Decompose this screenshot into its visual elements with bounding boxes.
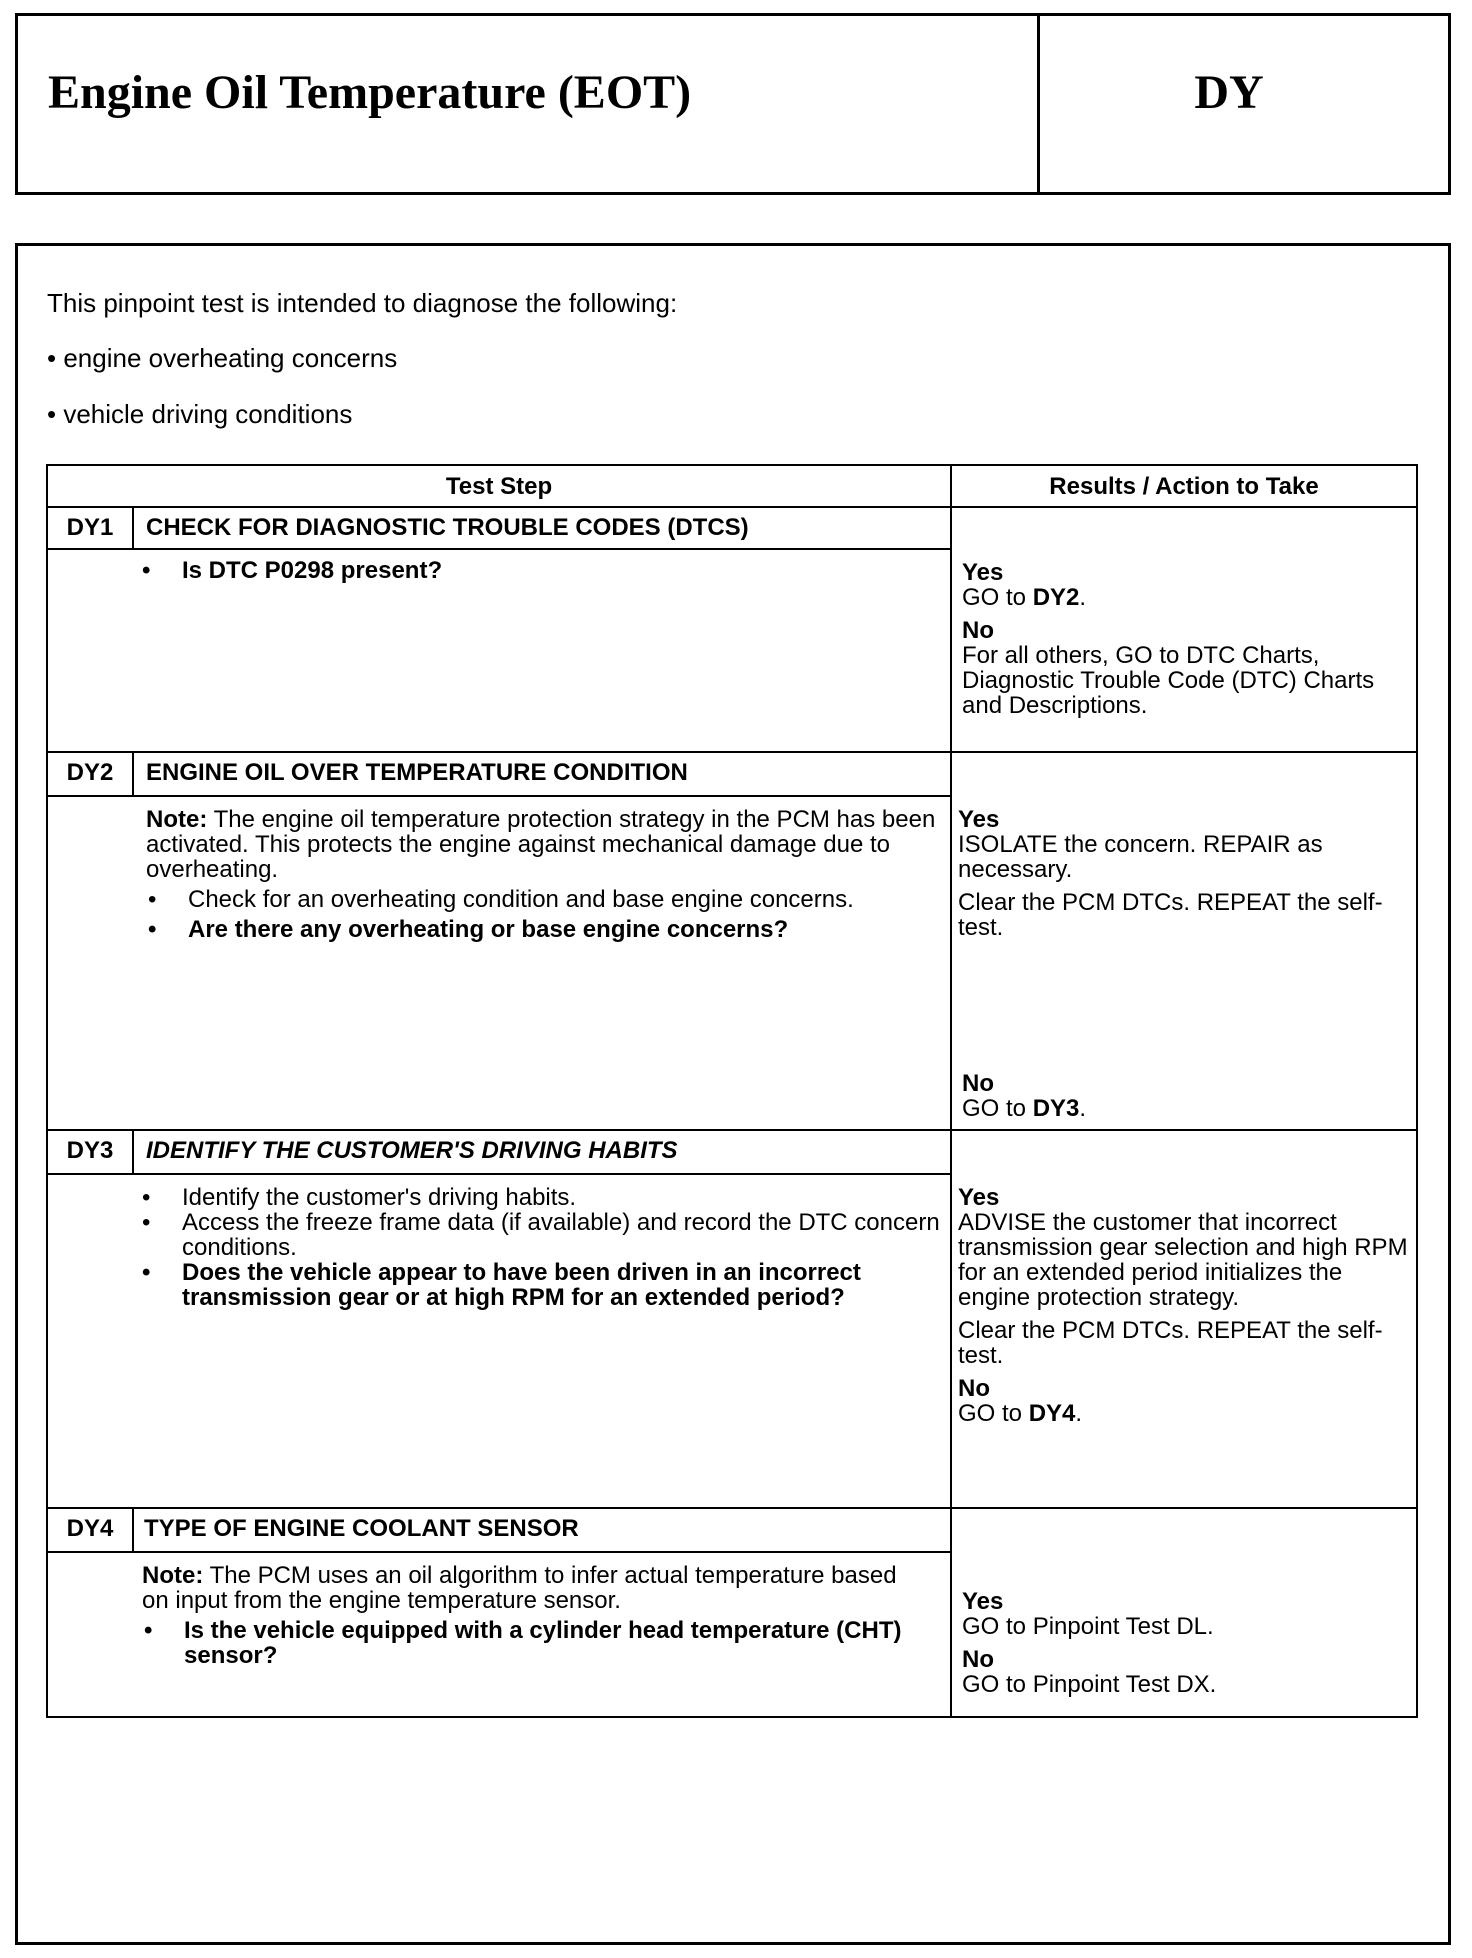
table-row-dy2: DY2 ENGINE OIL OVER TEMPERATURE CONDITION Note: The engine oil temperature protection strategy in the PCM has been activated. This protects the engine against mechanical damage due to overheating. • Check for an overheating condition and base engine concerns. • Are there any overheating or base engine concerns? Yes ISOLATE the concern. REPAIR as necessary. Clear the PCM DTCs. REPEAT the self-test. No GO to DY3. bbox=[48, 753, 1416, 1130]
step-title: CHECK FOR DIAGNOSTIC TROUBLE CODES (DTCS) bbox=[146, 514, 749, 541]
step-instruction: • Check for an overheating condition and base engine concerns. bbox=[146, 887, 946, 912]
intro-item: • vehicle driving conditions bbox=[47, 399, 353, 429]
yes-label: Yes bbox=[962, 559, 1004, 586]
yes-label: Yes bbox=[958, 806, 1000, 833]
step-note: Note: The PCM uses an oil algorithm to infer actual temperature based on input from the engine temperature sensor. bbox=[142, 1562, 897, 1614]
yes-label: Yes bbox=[958, 1184, 1000, 1211]
step-id: DY3 bbox=[66, 1137, 114, 1164]
goto-dy4-link[interactable]: DY4 bbox=[1028, 1400, 1076, 1427]
step-id: DY1 bbox=[66, 514, 114, 541]
step-title: ENGINE OIL OVER TEMPERATURE CONDITION bbox=[146, 759, 688, 786]
step-note: Note: The engine oil temperature protection strategy in the PCM has been activated. This protects the engine against mechanical damage due to overheating. bbox=[146, 806, 936, 883]
test-code: DY bbox=[1194, 66, 1264, 119]
intro-lead: This pinpoint test is intended to diagnose the following: bbox=[47, 288, 678, 318]
goto-dy2-link[interactable]: DY2 bbox=[1032, 584, 1080, 611]
table-row-dy4 bbox=[48, 1509, 1416, 1716]
step-title: TYPE OF ENGINE COOLANT SENSOR bbox=[144, 1515, 579, 1542]
yes-label: Yes bbox=[962, 1588, 1004, 1615]
step-title: IDENTIFY THE CUSTOMER'S DRIVING HABITS bbox=[146, 1137, 678, 1164]
intro-item: • engine overheating concerns bbox=[47, 343, 398, 373]
no-label: No bbox=[958, 1375, 990, 1402]
no-label: No bbox=[962, 1070, 994, 1097]
no-label: No bbox=[962, 1646, 994, 1673]
goto-pinpoint-dx-link[interactable]: GO to Pinpoint Test DX. bbox=[962, 1671, 1217, 1698]
no-action: For all others, GO to DTC Charts, Diagnostic Trouble Code (DTC) Charts and Descriptions. bbox=[962, 642, 1375, 719]
step-instruction: • Identify the customer's driving habits. bbox=[140, 1185, 940, 1210]
table-row-dy3: DY3 IDENTIFY THE CUSTOMER'S DRIVING HABITS • Identify the customer's driving habits. • Access the freeze frame data (if available) and record the DTC concern conditions. • Does the vehicle appear to have been driven in an incorrect transmission gear or at high RPM for an extended period? Yes ADVISE the customer that incorrect transmission gear selection and high RPM for an extended period initializes the engine protection strategy. Clear the PCM DTCs. REPEAT the self-test. No GO to DY4. bbox=[48, 1131, 1416, 1508]
goto-dy3-link[interactable]: DY3 bbox=[1032, 1095, 1080, 1122]
table-row-dy1: DY1 CHECK FOR DIAGNOSTIC TROUBLE CODES (DTCS) • Is DTC P0298 present? Yes GO to DY2. No For all others, GO to DTC Charts, Diagnostic Trouble Code (DTC) Charts and Descriptions. bbox=[48, 508, 1416, 752]
step-question: • Are there any overheating or base engine concerns? bbox=[146, 917, 946, 942]
test-table bbox=[46, 464, 1418, 1718]
step-question: • Does the vehicle appear to have been driven in an incorrect transmission gear or at high RPM for an extended period? bbox=[140, 1260, 940, 1310]
step-id: DY4 bbox=[66, 1515, 114, 1542]
no-label: No bbox=[962, 617, 994, 644]
col-header-results: Results / Action to Take bbox=[1049, 473, 1319, 500]
page-title: Engine Oil Temperature (EOT) bbox=[48, 66, 692, 119]
step-question: • Is DTC P0298 present? bbox=[140, 558, 940, 583]
col-header-test-step: Test Step bbox=[445, 473, 553, 500]
step-id: DY2 bbox=[66, 759, 114, 786]
step-question: • Is the vehicle equipped with a cylinder head temperature (CHT) sensor? bbox=[142, 1618, 922, 1668]
goto-pinpoint-dl-link[interactable]: GO to Pinpoint Test DL. bbox=[962, 1613, 1214, 1640]
step-instruction: • Access the freeze frame data (if available) and record the DTC concern conditions. bbox=[140, 1210, 940, 1260]
